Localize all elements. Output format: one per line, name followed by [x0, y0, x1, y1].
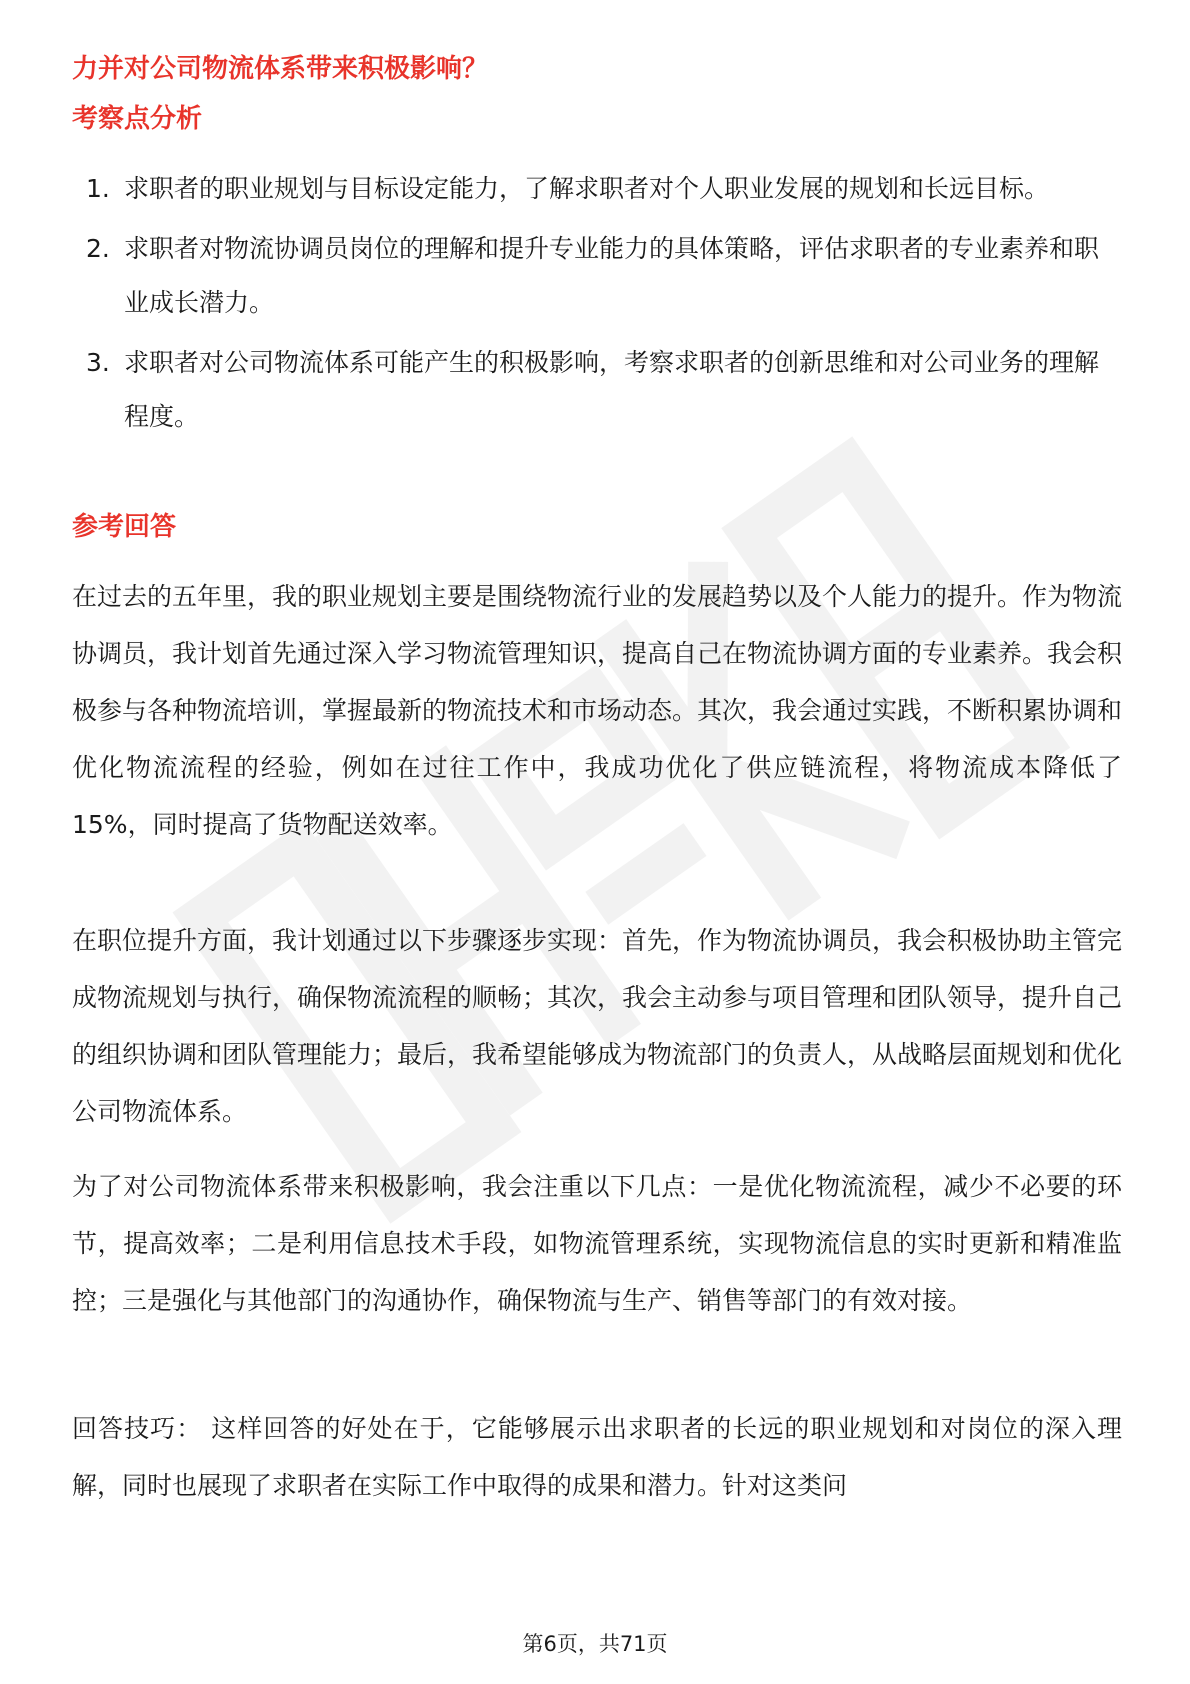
analysis-item	[72, 162, 1122, 216]
list-number: 1.	[86, 174, 110, 203]
answer-paragraph-2: 在职位提升方面，我计划通过以下步骤逐步实现：首先，作为物流协调员，我会积极协助主管完成物流规划与执行，确保物流流程的顺畅；其次，我会主动参与项目管理和团队领导，提升自己的组织协调和团队管理能力；最后，我希望能够成为物流部门的负责人，从战略层面规划和优化公司物流体系。	[72, 926, 1123, 1126]
answer-paragraph-1: 在过去的五年里，我的职业规划主要是围绕物流行业的发展趋势以及个人能力的提升。作为物流协调员，我计划首先通过深入学习物流管理知识，提高自己在物流协调方面的专业素养。我会积极参与各种物流培训，掌握最新的物流技术和市场动态。其次，我会通过实践，不断积累协调和优化物流流程的经验，例如在过往工作中，我成功优化了供应链流程，将物流成本降低了15%，同时提高了货物配送效率。	[72, 582, 1123, 839]
list-item-text: 求职者对物流协调员岗位的理解和提升专业能力的具体策略，评估求职者的专业素养和职业成长潜力。	[124, 234, 1100, 317]
answer-tips-paragraph: 回答技巧： 这样回答的好处在于，它能够展示出求职者的长远的职业规划和对岗位的深入理解，同时也展现了求职者在实际工作中取得的成果和潜力。针对这类问	[72, 1414, 1122, 1500]
analysis-item	[72, 336, 1122, 444]
list-item-text: 求职者对公司物流体系可能产生的积极影响，考察求职者的创新思维和对公司业务的理解程度。	[124, 348, 1100, 431]
analysis-item	[72, 222, 1122, 330]
analysis-heading: 考察点分析	[72, 104, 203, 134]
list-number: 2.	[86, 234, 110, 263]
list-number: 3.	[86, 348, 110, 377]
answer-paragraph-3: 为了对公司物流体系带来积极影响，我会注重以下几点：一是优化物流流程，减少不必要的环节，提高效率；二是利用信息技术手段，如物流管理系统，实现物流信息的实时更新和精准监控；三是强化与其他部门的沟通协作，确保物流与生产、销售等部门的有效对接。	[72, 1172, 1122, 1315]
page-number: 第6页，共71页	[522, 1632, 668, 1656]
answer-heading: 参考回答	[72, 512, 177, 542]
list-item-text: 求职者的职业规划与目标设定能力，了解求职者对个人职业发展的规划和长远目标。	[124, 174, 1050, 203]
continued-question-line: 力并对公司物流体系带来积极影响？	[72, 54, 489, 84]
analysis-list	[72, 162, 1122, 450]
